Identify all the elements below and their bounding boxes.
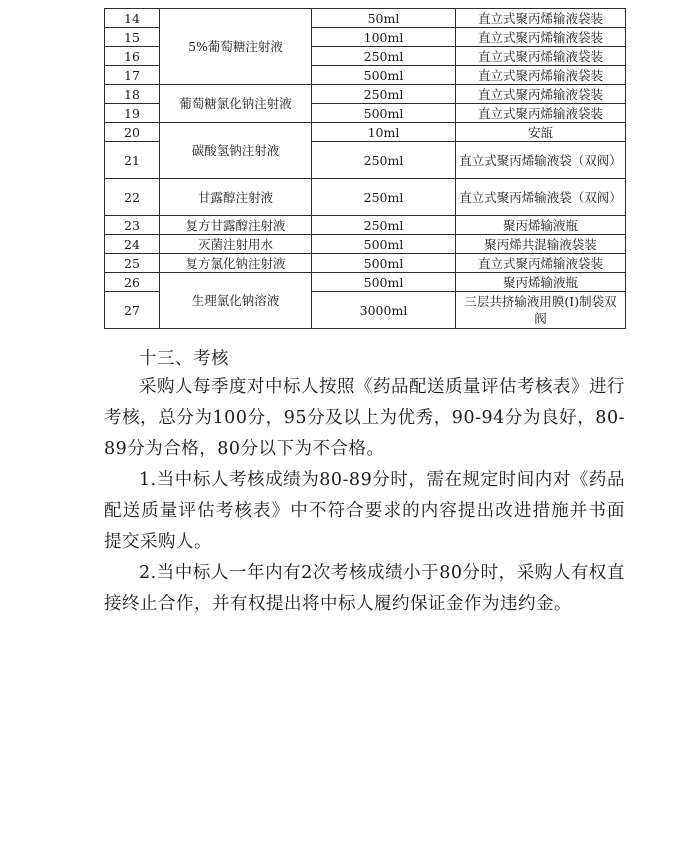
- drug-packaging: 聚丙烯输液瓶: [456, 216, 626, 235]
- drug-spec: 3000ml: [312, 292, 456, 329]
- table-row: [105, 123, 626, 142]
- row-number: 15: [105, 28, 160, 47]
- row-number: 21: [105, 142, 160, 179]
- drug-spec: 250ml: [312, 47, 456, 66]
- table-row: [105, 216, 626, 235]
- drug-packaging: 直立式聚丙烯输液袋装: [456, 85, 626, 104]
- assessment-item-2: 2.当中标人一年内有2次考核成绩小于80分时，采购人有权直接终止合作，并有权提出将中标人履约保证金作为违约金。: [104, 563, 625, 614]
- row-number: 26: [105, 273, 160, 292]
- table-row: [105, 254, 626, 273]
- drug-name: 生理氯化钠溶液: [160, 273, 312, 329]
- drug-name: 碳酸氢钠注射液: [160, 123, 312, 179]
- drug-packaging: 直立式聚丙烯输液袋装: [456, 66, 626, 85]
- row-number: 20: [105, 123, 160, 142]
- table-row: [105, 235, 626, 254]
- drug-spec: 500ml: [312, 254, 456, 273]
- drug-name: 复方氯化钠注射液: [160, 254, 312, 273]
- drug-packaging: 直立式聚丙烯输液袋装: [456, 28, 626, 47]
- drug-spec: 500ml: [312, 104, 456, 123]
- row-number: 24: [105, 235, 160, 254]
- row-number: 14: [105, 9, 160, 28]
- drug-packaging: 直立式聚丙烯输液袋（双阀）: [456, 142, 626, 179]
- drug-packaging: 直立式聚丙烯输液袋装: [456, 104, 626, 123]
- drug-packaging: 安瓿: [456, 123, 626, 142]
- drug-packaging: 直立式聚丙烯输液袋装: [456, 254, 626, 273]
- section-heading: 十三、考核: [139, 349, 229, 369]
- drug-spec: 250ml: [312, 179, 456, 216]
- drug-spec: 100ml: [312, 28, 456, 47]
- row-number: 17: [105, 66, 160, 85]
- assessment-item-1: 1.当中标人考核成绩为80-89分时，需在规定时间内对《药品配送质量评估考核表》中不符合要求的内容提出改进措施并书面提交采购人。: [104, 470, 625, 552]
- row-number: 16: [105, 47, 160, 66]
- row-number: 22: [105, 179, 160, 216]
- drug-spec: 500ml: [312, 273, 456, 292]
- drug-packaging: 直立式聚丙烯输液袋装: [456, 47, 626, 66]
- table-row: [105, 85, 626, 104]
- drug-name: 灭菌注射用水: [160, 235, 312, 254]
- drug-spec: 500ml: [312, 235, 456, 254]
- drug-packaging: 聚丙烯共混输液袋装: [456, 235, 626, 254]
- drug-spec: 250ml: [312, 216, 456, 235]
- drug-spec: 500ml: [312, 66, 456, 85]
- row-number: 19: [105, 104, 160, 123]
- drug-name: 5%葡萄糖注射液: [160, 9, 312, 85]
- drug-packaging: 直立式聚丙烯输液袋（双阀）: [456, 179, 626, 216]
- drug-spec-table: [104, 8, 626, 329]
- drug-name: 葡萄糖氯化钠注射液: [160, 85, 312, 123]
- drug-packaging: 直立式聚丙烯输液袋装: [456, 9, 626, 28]
- row-number: 18: [105, 85, 160, 104]
- table-row: [105, 9, 626, 28]
- table-row: [105, 273, 626, 292]
- drug-packaging: 三层共挤输液用膜(I)制袋双阀: [456, 292, 626, 329]
- table-row: [105, 179, 626, 216]
- assessment-paragraph: 采购人每季度对中标人按照《药品配送质量评估考核表》进行考核，总分为100分，95分及以上为优秀，90-94分为良好，80-89分为合格，80分以下为不合格。: [104, 377, 625, 459]
- row-number: 27: [105, 292, 160, 329]
- row-number: 23: [105, 216, 160, 235]
- row-number: 25: [105, 254, 160, 273]
- drug-spec: 10ml: [312, 123, 456, 142]
- drug-packaging: 聚丙烯输液瓶: [456, 273, 626, 292]
- drug-spec: 50ml: [312, 9, 456, 28]
- drug-spec: 250ml: [312, 142, 456, 179]
- drug-name: 复方甘露醇注射液: [160, 216, 312, 235]
- drug-spec: 250ml: [312, 85, 456, 104]
- drug-name: 甘露醇注射液: [160, 179, 312, 216]
